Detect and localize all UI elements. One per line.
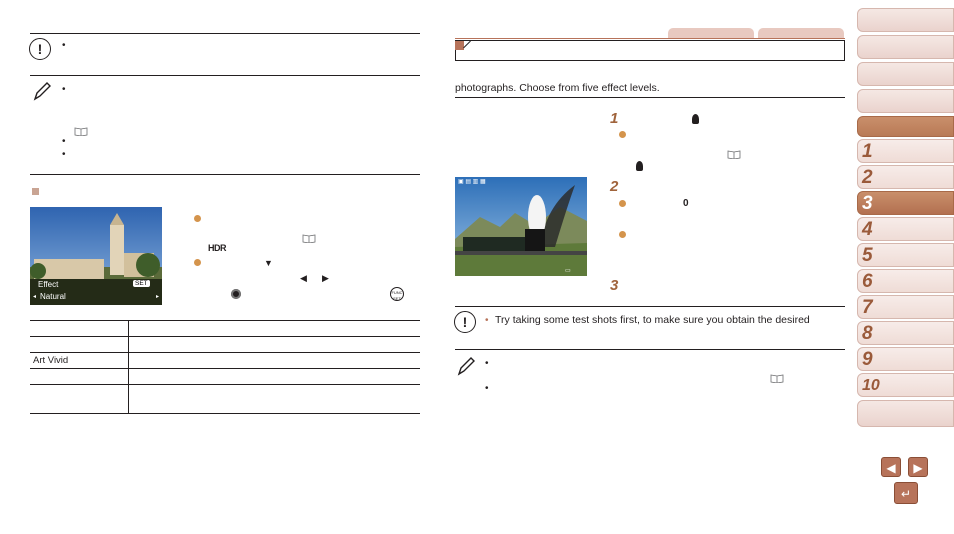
chapter-2[interactable]: 2 bbox=[857, 165, 954, 189]
chapter-7[interactable]: 7 bbox=[857, 295, 954, 319]
intro-text: photographs. Choose from five effect levels. bbox=[455, 82, 660, 94]
screen-set-badge: SET bbox=[135, 280, 148, 287]
intro-rule bbox=[455, 97, 845, 98]
prev-page-button[interactable]: ◀ bbox=[881, 457, 901, 477]
step-dot-2 bbox=[194, 259, 201, 266]
screen-status-icons: ▣ ▤ ▥ ▦ bbox=[458, 179, 486, 185]
paren-glyph: 0 bbox=[683, 198, 689, 209]
chapter-10[interactable]: 10 bbox=[857, 373, 954, 397]
caution-bullet: • bbox=[62, 40, 66, 51]
caution-rule-right-bottom bbox=[455, 349, 845, 350]
screen-right-arrow-icon: ▸ bbox=[156, 294, 160, 300]
book-ref-icon-4[interactable] bbox=[770, 370, 784, 379]
book-ref-icon-3[interactable] bbox=[727, 146, 741, 155]
step2-dot-1 bbox=[619, 200, 626, 207]
return-button[interactable]: ↵ bbox=[894, 482, 918, 504]
section-square-icon bbox=[32, 188, 39, 195]
chapter-6[interactable]: 6 bbox=[857, 269, 954, 293]
chapter-5[interactable]: 5 bbox=[857, 243, 954, 267]
sidebar-button-active[interactable] bbox=[857, 116, 954, 137]
hdr-icon: HDR bbox=[208, 243, 226, 253]
screen-left-arrow-icon: ◂ bbox=[33, 294, 37, 300]
camera-screen-train-image bbox=[455, 177, 587, 276]
sidebar-button-1[interactable] bbox=[857, 8, 954, 32]
note-right-bullet-1: • bbox=[485, 358, 489, 369]
chapter-9[interactable]: 9 bbox=[857, 347, 954, 371]
caution-icon-right: ! bbox=[454, 311, 476, 333]
step-number-3: 3 bbox=[610, 277, 619, 294]
sidebar-button-3[interactable] bbox=[857, 62, 954, 86]
caution-icon: ! bbox=[29, 38, 51, 60]
step2-dot-2 bbox=[619, 231, 626, 238]
step-dot-1 bbox=[194, 215, 201, 222]
note-bullet-3: • bbox=[62, 149, 66, 160]
func-set-button-icon: FUNC SET bbox=[390, 287, 404, 301]
note-bullet-2: • bbox=[62, 136, 66, 147]
book-ref-icon-2[interactable] bbox=[302, 230, 316, 239]
table-row bbox=[30, 369, 420, 385]
table-row: Art Vivid bbox=[30, 353, 420, 369]
header-tab-2[interactable] bbox=[758, 28, 844, 38]
screen-battery-icon: ▭ bbox=[565, 268, 571, 274]
note-right-bullet-2: • bbox=[485, 383, 489, 394]
note-bullet-1: • bbox=[62, 84, 66, 95]
effect-table bbox=[30, 320, 420, 414]
title-square-icon bbox=[455, 41, 464, 50]
chapter-8[interactable]: 8 bbox=[857, 321, 954, 345]
note-rule-left bbox=[30, 174, 420, 175]
step1-dot bbox=[619, 131, 626, 138]
top-rule-left bbox=[30, 33, 420, 34]
effect-mode-icon-2 bbox=[636, 161, 643, 171]
step-number-1: 1 bbox=[610, 110, 619, 127]
caution-right-bullet: • bbox=[485, 315, 489, 326]
pencil-icon bbox=[32, 80, 52, 102]
chapter-3[interactable]: 3 bbox=[857, 191, 954, 215]
table-row bbox=[30, 385, 420, 414]
camera-screen-image bbox=[30, 207, 162, 305]
step-number-2: 2 bbox=[610, 178, 619, 195]
header-tab-1[interactable] bbox=[668, 28, 754, 38]
caution-rule-right-top bbox=[455, 306, 845, 307]
left-arrow-icon: ◀ bbox=[300, 273, 307, 283]
pencil-icon-right bbox=[456, 355, 476, 377]
title-bar bbox=[455, 40, 845, 61]
table-row bbox=[30, 321, 420, 337]
header-rule bbox=[455, 38, 845, 39]
chapter-1[interactable]: 1 bbox=[857, 139, 954, 163]
next-page-button[interactable]: ▶ bbox=[908, 457, 928, 477]
screen-effect-label: Effect bbox=[38, 280, 59, 289]
caution-rule-left bbox=[30, 75, 420, 76]
caution-text: Try taking some test shots first, to make sure you obtain the desired bbox=[495, 314, 810, 326]
down-arrow-icon: ▼ bbox=[264, 258, 273, 268]
book-ref-icon[interactable] bbox=[74, 123, 88, 132]
table-row bbox=[30, 337, 420, 353]
effect-mode-icon bbox=[692, 114, 699, 124]
control-dial-icon bbox=[231, 289, 241, 299]
screen-value: Natural bbox=[40, 292, 66, 301]
sidebar-button-index[interactable] bbox=[857, 400, 954, 427]
sidebar-button-4[interactable] bbox=[857, 89, 954, 113]
chapter-4[interactable]: 4 bbox=[857, 217, 954, 241]
right-arrow-icon: ▶ bbox=[322, 273, 329, 283]
sidebar-button-2[interactable] bbox=[857, 35, 954, 59]
